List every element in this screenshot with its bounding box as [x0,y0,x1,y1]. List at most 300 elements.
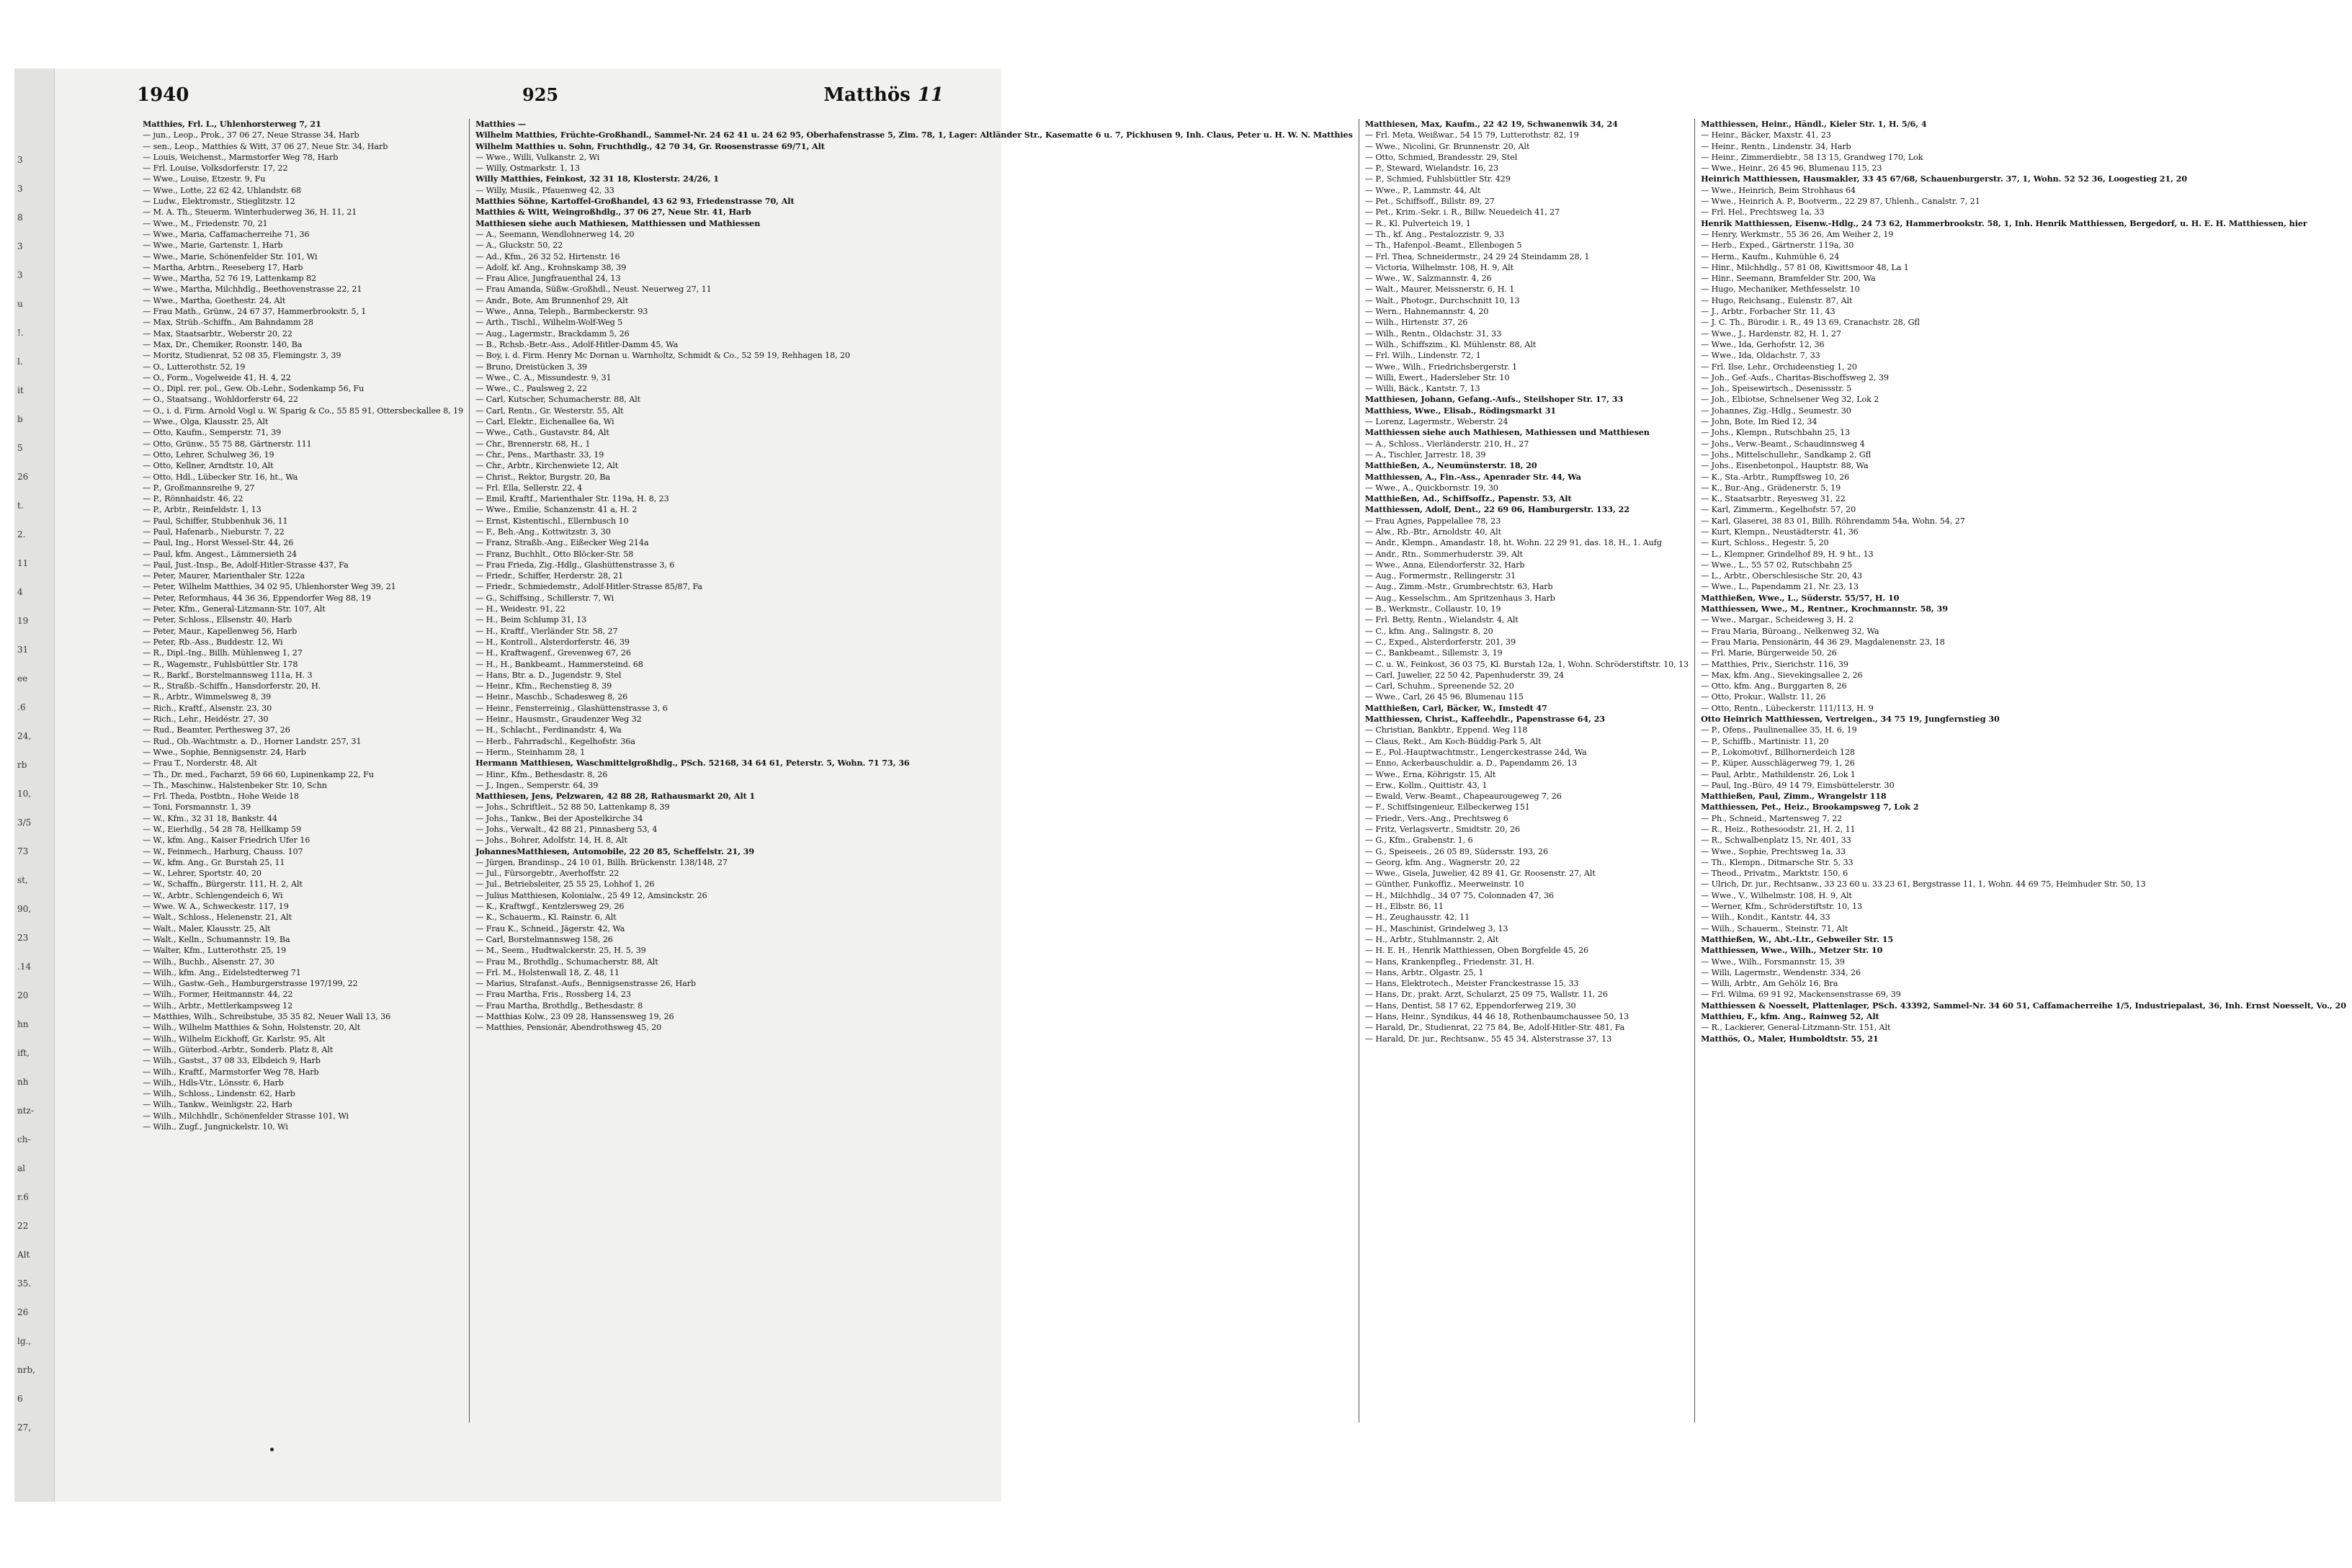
directory-entry: — J., Ingen., Semperstr. 64, 39 [475,780,599,790]
directory-entry: — Jul., Fürsorgebtr., Averhoffstr. 22 [475,869,620,879]
directory-entry: — G., Schiffsing., Schillerstr. 7, Wi [475,593,614,603]
gutter-fragment: 6 [17,1394,23,1404]
directory-entry: — K., Staatsarbtr., Reyesweg 31, 22 [1701,494,1846,504]
gutter-fragment: 2. [17,529,26,539]
directory-entry: — Wwe., V., Wilhelmstr. 108, H. 9, Alt [1701,890,1852,900]
directory-entry: — Ewald, Verw.-Beamt., Chapeaurougeweg 7, 26 [1364,792,1562,802]
entry-columns [137,119,2346,1423]
directory-entry: — Harald, Dr., Studienrat, 22 75 84, Be, Adolf-Hitler-Str. 481, Fa [1364,1023,1625,1033]
directory-entry: — Bruno, Dreistücken 3, 39 [475,362,587,372]
directory-entry: — Walt., Kelln., Schumannstr. 19, Ba [143,934,290,944]
directory-entry: — Toni, Forsmannstr. 1, 39 [143,802,251,812]
directory-entry: — Karl, Glaserei, 38 83 01, Billh. Röhrendamm 54a, Wohn. 54, 27 [1701,516,1965,526]
directory-entry: — Adolf, kf. Ang., Krohnskamp 38, 39 [475,262,627,272]
directory-entry: — Frl. Marie, Bürgerweide 50, 26 [1701,648,1837,658]
directory-entry: — Aug., Kesselschm., Am Spritzenhaus 3, Harb [1364,593,1555,603]
directory-entry: — Fritz, Verlagsvertr., Smidtstr. 20, 26 [1364,825,1521,834]
directory-entry: — Franz, Straßb.-Ang., Eißecker Weg 214a [475,538,649,548]
directory-entry: — Christian, Bankbtr., Eppend. Weg 118 [1364,725,1528,735]
directory-entry: — Wilh., Buchb., Alsenstr. 27, 30 [143,957,274,967]
directory-entry: — Wwe., A., Quickbornstr. 19, 30 [1364,483,1498,493]
directory-entry: Matthiess, Wwe., Elisab., Rödingsmarkt 31 [1364,405,1557,416]
directory-entry: — A., Seemann, Wendlohnerweg 14, 20 [475,229,635,239]
directory-entry: — Wwe., L., Papendamm 21, Nr. 23, 13 [1701,582,1859,592]
directory-entry: — Frau Frieda, Zig.-Hdlg., Glashüttenstrasse 3, 6 [475,560,675,570]
page-number: 925 [522,84,559,105]
directory-entry: — Peter, Maurer, Marienthaler Str. 122a [143,571,305,581]
gutter-fragment: 5 [17,443,23,453]
directory-entry: — Wwe., Marie, Gartenstr. 1, Harb [143,241,283,251]
directory-entry: — Heinr., Zimmerdiebtr., 58 13 15, Grandweg 170, Lok [1701,152,1923,162]
directory-entry: Otto Heinrich Matthiessen, Vertreigen., 34 75 19, Jungfernstieg 30 [1701,714,2000,725]
directory-entry: — Frau Martha, Fris., Rossberg 14, 23 [475,990,631,1000]
directory-entry: — Max, Dr., Chemiker, Roonstr. 140, Ba [143,339,303,349]
directory-entry: — Frl. Theda, Postbtn., Hohe Weide 18 [143,792,299,802]
directory-entry: — Wwe., Sophie, Bennigsenstr. 24, Harb [143,747,306,757]
directory-entry: — Matthies, Wilh., Schreibstube, 35 35 82, Neuer Wall 13, 36 [143,1012,391,1022]
directory-entry: Hermann Matthiesen, Waschmittelgroßhdlg., PSch. 52168, 34 64 61, Peterstr. 5, Wohn. 71 73, 36 [475,758,910,769]
directory-entry: — Peter, Kfm., General-Litzmann-Str. 107, Alt [143,604,326,614]
directory-entry: — Wwe., M., Friedenstr. 70, 21 [143,218,268,228]
gutter-fragment: u [17,299,23,309]
directory-entry: — Wilh., Güterbod.-Arbtr., Sonderb. Platz 8, Alt [143,1044,334,1054]
directory-entry: — Wwe., Anna, Teleph., Barmbeckerstr. 93 [475,307,648,317]
directory-entry: — Jul., Betriebsleiter, 25 55 25, Lohhof 1, 26 [475,879,655,890]
directory-entry: — Paul, Just.-Insp., Be, Adolf-Hitler-Strasse 437, Fa [143,560,349,570]
directory-entry: — P., Steward, Wielandstr. 16, 23 [1364,163,1498,174]
directory-entry: — J., Arbtr., Forbacher Str. 11, 43 [1701,307,1835,317]
directory-entry: — H., Schlacht., Ferdinandstr. 4, Wa [475,725,622,735]
directory-entry: — F., Schiffsingenieur, Eilbeckerweg 151 [1364,802,1530,812]
directory-entry: — Walt., Maurer, Meissnerstr. 6, H. 1 [1364,285,1515,295]
directory-entry: — Rich., Kraftf., Alsenstr. 23, 30 [143,703,272,713]
directory-entry: — Willi, Arbtr., Am Gehölz 16, Bra [1701,979,1838,989]
directory-entry: — G., Speiseeis., 26 05 89, Südersstr. 193, 26 [1364,846,1548,856]
directory-entry: — H., Kontroll., Alsterdorferstr. 46, 39 [475,637,630,647]
gutter-fragment: 3 [17,241,23,251]
directory-entry: — Johs., Bohrer, Adolfstr. 14, H. 8, Alt [475,835,627,846]
directory-entry: — W., Lehrer, Sportstr. 40, 20 [143,869,261,879]
directory-entry: — Herb., Fahrradschl., Kegelhofstr. 36a [475,736,635,746]
directory-entry: Matthiessen & Noesselt, Plattenlager, PSch. 43392, Sammel-Nr. 34 60 51, Caffamacherreihe 1/5, Industriepalast, 36, Inh. Ernst Noesselt, Vo., 20 [1701,1000,2346,1011]
column-3 [1359,119,1694,1423]
directory-entry: — Johs., Tankw., Bei der Apostelkirche 34 [475,813,643,823]
directory-entry: — Frl. M., Holstenwall 18, Z. 48, 11 [475,967,620,977]
directory-entry: — R., Schwalbenplatz 15, Nr. 401, 33 [1701,835,1851,846]
directory-entry: — Victoria, Wilhelmstr. 108, H. 9, Alt [1364,262,1514,272]
directory-entry: — K., Kraftwgf., Kentzlersweg 29, 26 [475,902,625,912]
directory-entry: Matthiessen, Pet., Heiz., Brookampsweg 7, Lok 2 [1701,802,1919,812]
directory-entry: — Carl, Rentn., Gr. Westerstr. 55, Alt [475,406,624,416]
directory-entry: — Max, Staatsarbtr., Weberstr 20, 22 [143,328,292,339]
gutter-fragment: 3 [17,155,23,165]
directory-entry: Matthießen, Ad., Schiffsoffz., Papenstr. 53, Alt [1364,493,1572,504]
directory-entry: — H., Kraftf., Vierländer Str. 58, 27 [475,626,618,636]
directory-entry: — Martha, Arbtrn., Reeseberg 17, Harb [143,262,303,272]
directory-entry: — Carl, Juwelier, 22 50 42, Papenhuderstr. 39, 24 [1364,670,1564,680]
directory-entry: — Frau Amanda, Süßw.-Großhdl., Neust. Neuerweg 27, 11 [475,285,712,295]
directory-entry: — Otto, Kellner, Arndtstr. 10, Alt [143,461,274,471]
gutter-fragment: 31 [17,645,29,655]
directory-entry: — Otto, Lehrer, Schulweg 36, 19 [143,449,274,460]
directory-entry: — Lorenz, Lagermstr., Weberstr. 24 [1364,417,1508,427]
directory-entry: — Wwe., Marie, Schönenfelder Str. 101, Wi [143,251,318,261]
directory-entry: Matthiessen siehe auch Mathiesen, Mathiessen und Matthiesen [1364,427,1650,438]
directory-entry: — Th., Dr. med., Facharzt, 59 66 60, Lupinenkamp 22, Fu [143,769,374,779]
directory-entry: — Wilh., Gastst., 37 08 33, Elbdeich 9, Harb [143,1056,321,1066]
directory-entry: Matthiessen, Adolf, Dent., 22 69 06, Hamburgerstr. 133, 22 [1364,504,1629,515]
directory-entry: — Wwe., Gisela, Juwelier, 42 89 41, Gr. Roosenstr. 27, Alt [1364,869,1596,879]
directory-entry: — Frau K., Schneid., Jägerstr. 42, Wa [475,923,625,933]
directory-entry: Matthiessen, Heinr., Händl., Kieler Str. 1, H. 5/6, 4 [1701,119,1927,129]
directory-entry: — R., Heiz., Rothesoodstr. 21, H. 2, 11 [1701,825,1856,834]
directory-entry: — Wwe., Heinrich, Beim Strohhaus 64 [1701,185,1856,195]
directory-entry: — M. A. Th., Steuerm. Winterhuderweg 36, H. 11, 21 [143,207,357,218]
directory-entry: — Otto, Grünw., 55 75 88, Gärtnerstr. 111 [143,439,312,449]
directory-entry: — Friedr., Vers.-Ang., Prechtsweg 6 [1364,813,1508,823]
directory-entry: — Frau Martha, Brothdlg., Bethesdastr. 8 [475,1000,643,1011]
gutter-fragment: 10, [17,789,32,799]
directory-entry: — R., Wagemstr., Fuhlsbüttler Str. 178 [143,659,298,669]
gutter-fragment: 35. [17,1278,32,1289]
directory-entry: — Wwe., Martha, Milchhdlg., Beethovenstrasse 22, 21 [143,285,362,295]
directory-entry: — Theod., Privatm., Marktstr. 150, 6 [1701,869,1848,879]
directory-entry: — Frau Math., Grünw., 24 67 37, Hammerbrookstr. 5, 1 [143,307,367,317]
directory-entry: — Frl. Wilma, 69 91 92, Mackensenstrasse 69, 39 [1701,990,1901,1000]
directory-entry: — Carl, Schuhm., Spreenende 52, 20 [1364,681,1514,691]
directory-entry: — P., Küper, Ausschlägerweg 79, 1, 26 [1701,758,1855,769]
directory-entry: — Arth., Tischl., Wilhelm-Wolf-Weg 5 [475,318,623,328]
directory-entry: — Heinr., Hausmstr., Graudenzer Weg 32 [475,714,642,725]
directory-entry: — Wilh., Kraftf., Marmstorfer Weg 78, Harb [143,1067,319,1077]
directory-entry: — Hans, Elektrotech., Meister Franckestrasse 15, 33 [1364,979,1579,989]
directory-entry: — Walt., Photogr., Durchschnitt 10, 13 [1364,295,1520,305]
directory-entry: — Emil, Kraftf., Marienthaler Str. 119a, H. 8, 23 [475,494,669,504]
directory-entry: — Joh., Elbiotse, Schnelsener Weg 32, Lok 2 [1701,395,1879,405]
directory-entry: — Hans, Krankenpfleg., Friedenstr. 31, H. [1364,957,1534,967]
directory-entry: — Wilh., Former, Heitmannstr. 44, 22 [143,990,293,1000]
directory-entry: — R., Arbtr., Wimmelsweg 8, 39 [143,692,272,702]
directory-entry: — H., Arbtr., Stuhlmannstr. 2, Alt [1364,934,1499,944]
directory-entry: — Franz, Buchhlt., Otto Blöcker-Str. 58 [475,549,634,559]
directory-entry: — Otto, Schmied, Brandesstr. 29, Stel [1364,152,1518,162]
directory-entry: — C. u. W., Feinkost, 36 03 75, Kl. Burstah 12a, 1, Wohn. Schröderstiftstr. 10, 13 [1364,659,1689,669]
directory-entry: — Frau Alice, Jungfrauenthal 24, 13 [475,274,621,284]
directory-entry: — W., Schaffn., Bürgerstr. 111, H. 2, Alt [143,879,303,890]
directory-entry: — Wilh., Hirtenstr. 37, 26 [1364,318,1468,328]
directory-entry: — P., Rönnhaidstr. 46, 22 [143,494,243,504]
directory-entry: — K., Schauerm., Kl. Rainstr. 6, Alt [475,913,617,923]
directory-entry: — Th., Klempn., Ditmarsche Str. 5, 33 [1701,857,1854,867]
gutter-fragment: 3/5 [17,817,32,828]
directory-entry: — W., Arbtr., Schlengendeich 6, Wi [143,890,283,900]
directory-entry: — Heinr., Kfm., Rechenstieg 8, 39 [475,681,612,691]
gutter-fragment: 11 [17,558,29,568]
directory-entry: — Aug., Lagermstr., Brackdamm 5, 26 [475,328,630,339]
directory-entry: Matthies & Witt, Weingroßhdlg., 37 06 27, Neue Str. 41, Harb [475,207,751,218]
directory-entry: — Wwe., Louise, Etzestr. 9, Fu [143,174,266,184]
directory-entry: — Werner, Kfm., Schröderstiftstr. 10, 13 [1701,902,1863,912]
directory-entry: — L., Arbtr., Oberschlesische Str. 20, 43 [1701,571,1863,581]
directory-entry: JohannesMatthiesen, Automobile, 22 20 85, Scheffelstr. 21, 39 [475,846,755,856]
directory-entry: — Wwe., Wilh., Friedrichsbergerstr. 1 [1364,362,1517,372]
directory-entry: — H., Milchhdlg., 34 07 75, Colonnaden 47, 36 [1364,890,1555,900]
gutter-fragment: ee [17,673,28,684]
gutter-fragment: al [17,1163,25,1173]
directory-entry: — J. C. Th., Bürodir. i. R., 49 13 69, Cranachstr. 28, Gfl [1701,318,1920,328]
directory-entry: — Ernst, Kistentischl., Ellernbusch 10 [475,516,629,526]
directory-entry: — Frau T., Norderstr. 48, Alt [143,758,257,769]
directory-entry: — Wwe., Willi, Vulkanstr. 2, Wi [475,152,600,162]
gutter-fragment: 26 [17,472,29,482]
directory-page [14,68,2346,1502]
directory-entry: — Johs., Verwalt., 42 88 21, Pinnasberg 53, 4 [475,825,658,834]
directory-entry: — Heinr., Bäcker, Maxstr. 41, 23 [1701,130,1831,140]
gutter-fragment: hn [17,1019,29,1029]
directory-entry: — Heinr., Maschb., Schadesweg 8, 26 [475,692,628,702]
directory-entry: — K., Sta.-Arbtr., Rumpffsweg 10, 26 [1701,472,1850,482]
directory-entry: — Paul, Arbtr., Mathildenstr. 26, Lok 1 [1701,769,1856,779]
gutter-fragment: ift, [17,1048,30,1058]
directory-entry: — Marius, Strafanst.-Aufs., Bennigsenstrasse 26, Harb [475,979,696,989]
directory-entry: — Hinr., Seemann, Bramfelder Str. 200, Wa [1701,274,1876,284]
gutter-fragment: .6 [17,702,26,712]
directory-entry: — Peter, Reformhaus, 44 36 36, Eppendorfer Weg 88, 19 [143,593,371,603]
gutter-fragment: nh [17,1077,29,1087]
directory-entry: — Herb., Exped., Gärtnerstr. 119a, 30 [1701,241,1854,251]
directory-entry: Willy Matthies, Feinkost, 32 31 18, Klosterstr. 24/26, 1 [475,174,719,184]
directory-entry: — G., Kfm., Grabenstr. 1, 6 [1364,835,1473,846]
directory-entry: — Frau Agnes, Pappelallee 78, 23 [1364,516,1501,526]
directory-entry: — H., Kraftwagenf., Grevenweg 67, 26 [475,648,631,658]
directory-entry: — Willi, Bäck., Kantstr. 7, 13 [1364,384,1480,394]
directory-entry: — H. E. H., Henrik Matthiessen, Oben Borgfelde 45, 26 [1364,946,1589,956]
directory-entry: — K., Bur.-Ang., Grädenerstr. 5, 19 [1701,483,1841,493]
directory-entry: — Wilh., kfm. Ang., Eidelstedterweg 71 [143,967,301,977]
directory-entry: — W., kfm. Ang., Gr. Burstah 25, 11 [143,857,285,867]
directory-entry: — Wwe., Martha, Goethestr. 24, Alt [143,295,286,305]
directory-entry: — Andr., Klempn., Amandastr. 18, ht. Wohn. 22 29 91, das. 18, H., 1. Aufg [1364,538,1662,548]
directory-entry: Matthös, O., Maler, Humboldtstr. 55, 21 [1701,1033,1879,1044]
name-range-volume: 11 [917,84,944,106]
name-range-text: Matthös [823,84,911,106]
directory-entry: — H., Weidestr. 91, 22 [475,604,565,614]
directory-entry: — Frau M., Brothdlg., Schumacherstr. 88, Alt [475,957,658,967]
directory-entry: Matthiessen, A., Fin.-Ass., Apenrader Str. 44, Wa [1364,471,1581,482]
directory-entry: — Heinr., Rentn., Lindenstr. 34, Harb [1701,141,1851,151]
directory-entry: Matthiessen, Wwe., M., Rentner., Krochmannstr. 58, 39 [1701,604,1948,614]
directory-entry: — Ludw., Elektromstr., Stieglitzstr. 12 [143,197,295,207]
directory-entry: — Karl, Zimmerm., Kegelhofstr. 57, 20 [1701,505,1856,515]
directory-entry: — Claus, Rekt., Am Koch-Büddig-Park 5, Alt [1364,736,1542,746]
directory-entry: — Enno, Ackerbauschuldir. a. D., Papendamm 26, 13 [1364,758,1578,769]
name-range [823,84,944,106]
directory-entry: — Matthias Kolw., 23 09 28, Hanssensweg 19, 26 [475,1012,674,1022]
directory-entry: — Ad., Kfm., 26 32 52, Hirtenstr. 16 [475,251,620,261]
directory-entry: — C., Bankbeamt., Sillemstr. 3, 19 [1364,648,1503,658]
directory-entry: — Rich., Lehr., Heidéstr. 27, 30 [143,714,269,725]
directory-entry: — Frl. Wilh., Lindenstr. 72, 1 [1364,351,1481,361]
directory-entry: — Carl, Elektr., Eichenallee 6a, Wi [475,417,614,427]
directory-entry: — Frau Maria, Pensionärin, 44 36 29, Magdalenenstr. 23, 18 [1701,637,1945,647]
directory-entry: — Wilh., Wilhelm Eickhoff, Gr. Karlstr. 95, Alt [143,1034,326,1044]
directory-entry: — Wwe., Lotte, 22 62 42, Uhlandstr. 68 [143,185,302,195]
directory-entry: — Günther, Funkoffiz., Meerweinstr. 10 [1364,879,1524,890]
directory-entry: — Johannes, Zig.-Hdlg., Seumestr. 30 [1701,406,1851,416]
directory-entry: — Frl. Thea, Schneidermstr., 24 29 24 Steindamm 28, 1 [1364,251,1590,261]
directory-entry: — Otto, kfm. Ang., Burggarten 8, 26 [1701,681,1847,691]
gutter-fragment: it [17,385,24,395]
directory-entry: — Willy, Musik., Pfauenweg 42, 33 [475,185,614,195]
directory-entry: — Wilh., Arbtr., Mettlerkampsweg 12 [143,1000,293,1011]
directory-entry: — M., Seem., Hudtwalckerstr. 25, H. 5, 39 [475,946,646,956]
directory-entry: Matthies Söhne, Kartoffel-Großhandel, 43 62 93, Friedenstrasse 70, Alt [475,196,795,207]
directory-entry: — Wwe., Heinrich A. P., Bootverm., 22 29 87, Uhlenh., Canalstr. 7, 21 [1701,197,1980,207]
directory-entry: — Wwe., Sophie, Prechtsweg 1a, 33 [1701,846,1846,856]
directory-entry: Matthiesen, Johann, Gefang.-Aufs., Steilshoper Str. 17, 33 [1364,394,1624,405]
directory-entry: — Willi, Ewert., Hadersleber Str. 10 [1364,372,1510,382]
directory-entry: — jun., Leop., Prok., 37 06 27, Neue Strasse 34, Harb [143,130,359,140]
directory-entry: — Carl, Borstelmannsweg 158, 26 [475,934,613,944]
directory-entry: — sen., Leop., Matthies & Witt, 37 06 27, Neue Str. 34, Harb [143,141,388,151]
directory-entry: — Otto, Rentn., Lübeckerstr. 111/113, H. 9 [1701,703,1874,713]
directory-entry: — Georg, kfm. Ang., Wagnerstr. 20, 22 [1364,857,1521,867]
directory-entry: — P., Ofens., Paulinenallee 35, H. 6, 19 [1701,725,1857,735]
directory-entry: — W., kfm. Ang., Kaiser Friedrich Ufer 16 [143,835,310,846]
directory-entry: — Alw., Rb.-Btr., Arnoldstr. 40, Alt [1364,527,1501,537]
directory-entry: — H., Zeughausstr. 42, 11 [1364,913,1470,923]
directory-entry: — Wwe., Margar., Scheideweg 3, H. 2 [1701,615,1854,625]
directory-entry: — Peter, Maur., Kapellenweg 56, Harb [143,626,298,636]
directory-entry: — W., Kfm., 32 31 18, Bankstr. 44 [143,813,277,823]
directory-entry: Wilhelm Matthies, Früchte-Großhandl., Sammel-Nr. 24 62 41 u. 24 62 95, Oberhafenstrasse 5, Zim. 78, 1, Lager: Altländer Str., Kasematte 6 u. 7, Pickhusen 9, Inh. Claus, Peter u. H. W. N. Matthies [475,130,1353,140]
directory-entry: — O., i. d. Firm. Arnold Vogl u. W. Sparig & Co., 55 85 91, Ottersbeckallee 8, 19 [143,406,464,416]
directory-entry: — P., Schmied, Fuhlsbüttler Str. 429 [1364,174,1511,184]
directory-entry: — Th., Hafenpol.-Beamt., Ellenbogen 5 [1364,241,1522,251]
directory-entry: — Peter, Rb.-Ass., Buddestr. 12, Wi [143,637,283,647]
directory-entry: Matthießen, A., Neumünsterstr. 18, 20 [1364,460,1537,471]
directory-entry: — Kurt, Schloss., Hegestr. 5, 20 [1701,538,1829,548]
gutter-fragment: 3 [17,270,23,280]
directory-entry: — W., Feinmech., Harburg, Chauss. 107 [143,846,303,856]
directory-entry: Matthiesen siehe auch Mathiesen, Matthiessen und Mathiessen [475,218,761,228]
directory-entry: — Hugo, Reichsang., Eulenstr. 87, Alt [1701,295,1853,305]
directory-entry: — Jürgen, Brandinsp., 24 10 01, Billh. Brückenstr. 138/148, 27 [475,857,728,867]
directory-entry: — Johs., Eisenbetonpol., Hauptstr. 88, Wa [1701,461,1869,471]
directory-entry: — Paul, Hafenarb., Nieburstr. 7, 22 [143,527,285,537]
directory-entry: — B., Rchsb.-Betr.-Ass., Adolf-Hitler-Damm 45, Wa [475,339,679,349]
directory-entry: — Frl. Ilse, Lehr., Orchideenstieg 1, 20 [1701,362,1857,372]
directory-entry: — Wilh., Zugf., Jungnickelstr. 10, Wi [143,1122,288,1132]
directory-entry: — Wilh., Gastw.-Geh., Hamburgerstrasse 197/199, 22 [143,979,358,989]
gutter-fragment: ch- [17,1134,31,1144]
directory-entry: — R., Dipl.-Ing., Billh. Mühlenweg 1, 27 [143,648,303,658]
directory-entry: — Otto, Hdl., Lübecker Str. 16, ht., Wa [143,472,298,482]
gutter-fragment: l. [17,357,23,367]
gutter-fragment: r.6 [17,1192,29,1202]
directory-entry: Matthießen, W., Abt.-Ltr., Gebweiler Str. 15 [1701,933,1894,944]
directory-entry: — Frl. Louise, Volksdorferstr. 17, 22 [143,163,288,174]
directory-entry: — Matthies, Pensionär, Abendrothsweg 45, 20 [475,1023,662,1033]
directory-entry: — Pet., Schiffsoff., Billstr. 89, 27 [1364,197,1495,207]
directory-entry: — B., Werkmstr., Collaustr. 10, 19 [1364,604,1501,614]
directory-entry: — Wilh., Tankw., Weinligstr. 22, Harb [143,1100,292,1110]
directory-entry: — Matthies, Priv., Sierichstr. 116, 39 [1701,659,1848,669]
directory-entry: — Frl. Betty, Rentn., Wielandstr. 4, Alt [1364,615,1519,625]
directory-entry: Matthießen, Wwe., L., Süderstr. 55/57, H. 10 [1701,592,1900,603]
gutter-fragment: 26 [17,1307,29,1317]
directory-entry: — Boy, i. d. Firm. Henry Mc Dornan u. Warnholtz, Schmidt & Co., 52 59 19, Rehhagen 18, 20 [475,351,851,361]
directory-entry: — L., Klempner, Grindelhof 89, H. 9 ht., 13 [1701,549,1874,559]
gutter-fragment: st, [17,875,28,885]
directory-entry: — Wwe., J., Hardenstr. 82, H. 1, 27 [1701,328,1841,339]
directory-entry: — Julius Matthiesen, Kolonialw., 25 49 12, Amsinckstr. 26 [475,890,707,900]
directory-entry: — Frau Maria, Büroang., Nelkenweg 32, Wa [1701,626,1879,636]
gutter-fragment: .14 [17,962,32,972]
directory-entry: — Paul, Schiffer, Stubbenhuk 36, 11 [143,516,288,526]
directory-entry: — Rud., Beamter, Perthesweg 37, 26 [143,725,290,735]
directory-entry: — Andr., Bote, Am Brunnenhof 29, Alt [475,295,629,305]
directory-entry: — Peter, Schloss., Ellsenstr. 40, Harb [143,615,292,625]
directory-entry: — P., Arbtr., Reinfeldstr. 1, 13 [143,505,261,515]
directory-entry: — H., Beim Schlump 31, 13 [475,615,587,625]
directory-entry: — Friedr., Schmiedemstr., Adolf-Hitler-Strasse 85/87, Fa [475,582,702,592]
directory-entry: — Th., kf. Ang., Pestalozzistr. 9, 33 [1364,229,1505,239]
directory-entry: — Wwe., Nicolini, Gr. Brunnenstr. 20, Alt [1364,141,1530,151]
directory-entry: — Walt., Maler, Klausstr. 25, Alt [143,923,271,933]
directory-entry: Matthiesen, Jens, Pelzwaren, 42 88 28, Rathausmarkt 20, Alt 1 [475,791,756,802]
gutter-fragment: 3 [17,184,23,194]
directory-entry: — Johs., Verw.-Beamt., Schaudinnsweg 4 [1701,439,1865,449]
directory-entry: — Heinr., Fensterreinig., Glashüttenstrasse 3, 6 [475,703,668,713]
directory-entry: — Wilh., Schloss., Lindenstr. 62, Harb [143,1089,295,1099]
gutter-fragment: 22 [17,1221,29,1231]
directory-entry: — Johs., Mittelschullehr., Sandkamp 2, Gfl [1701,449,1872,460]
directory-entry: — Aug., Formermstr., Rellingerstr. 31 [1364,571,1516,581]
gutter-fragment: ntz- [17,1106,34,1116]
directory-entry: — O., Dipl. rer. pol., Gew. Ob.-Lehr., Sodenkamp 56, Fu [143,384,365,394]
gutter-fragment: rb [17,760,27,770]
directory-entry: — Andr., Rtn., Sommerhuderstr. 39, Alt [1364,549,1523,559]
directory-entry: — Hans, Btr. a. D., Jugendstr. 9, Stel [475,670,622,680]
directory-entry: — A., Schloss., Vierländerstr. 210, H., 27 [1364,439,1529,449]
directory-entry: — Max, Strüb.-Schiffn., Am Bahndamm 28 [143,318,313,328]
directory-entry: — R., Straßb.-Schiffn., Hansdorferstr. 20, H. [143,681,321,691]
directory-entry: — Walt., Schloss., Helenenstr. 21, Alt [143,913,292,923]
directory-entry: — Hans, Heinr., Syndikus, 44 46 18, Rothenbaumchaussee 50, 13 [1364,1012,1629,1022]
directory-entry: — Wilh., Rentn., Oldachstr. 31, 33 [1364,328,1502,339]
directory-entry: — Wwe., Anna, Eilendorferstr. 32, Harb [1364,560,1525,570]
directory-entry: — John, Bote, Im Ried 12, 34 [1701,417,1817,427]
directory-entry: — Hinr., Milchhdlg., 57 81 08, Kiwittsmoor 48, La 1 [1701,262,1909,272]
directory-entry: — O., Staatsang., Wohldorferstr 64, 22 [143,395,298,405]
directory-entry: — Wilh., Hdls-Vtr., Lönsstr. 6, Harb [143,1078,284,1088]
directory-entry: Matthiessen, Wwe., Wilh., Metzer Str. 10 [1701,945,1883,956]
directory-entry: — Hinr., Kfm., Bethesdastr. 8, 26 [475,769,608,779]
directory-entry: — Wilh., Schauerm., Steinstr. 71, Alt [1701,923,1848,933]
directory-entry: — C., kfm. Ang., Salingstr. 8, 20 [1364,626,1493,636]
column-4 [1694,119,2352,1423]
directory-entry: Henrik Matthiessen, Eisenw.-Hdlg., 24 73 62, Hammerbrookstr. 58, 1, Inh. Henrik Matthiessen, Bergedorf, u. H. E. H. Matthiessen, hier [1701,218,2307,228]
directory-entry: — Frl. Hel., Prechtsweg 1a, 33 [1701,207,1825,218]
directory-entry: — Frl. Meta, Weißwar., 54 15 79, Lutterothstr. 82, 19 [1364,130,1579,140]
directory-entry: — Wilh., Schiffszim., Kl. Mühlenstr. 88, Alt [1364,339,1537,349]
directory-entry: Matthiesen, Max, Kaufm., 22 42 19, Schwanenwik 34, 24 [1364,119,1618,129]
directory-entry: — Otto, Prokur., Wallstr. 11, 26 [1701,692,1826,702]
column-1 [137,119,469,1423]
gutter-fragment: t. [17,501,24,511]
directory-entry: — Wwe., Ida, Gerhofstr. 12, 36 [1701,339,1825,349]
